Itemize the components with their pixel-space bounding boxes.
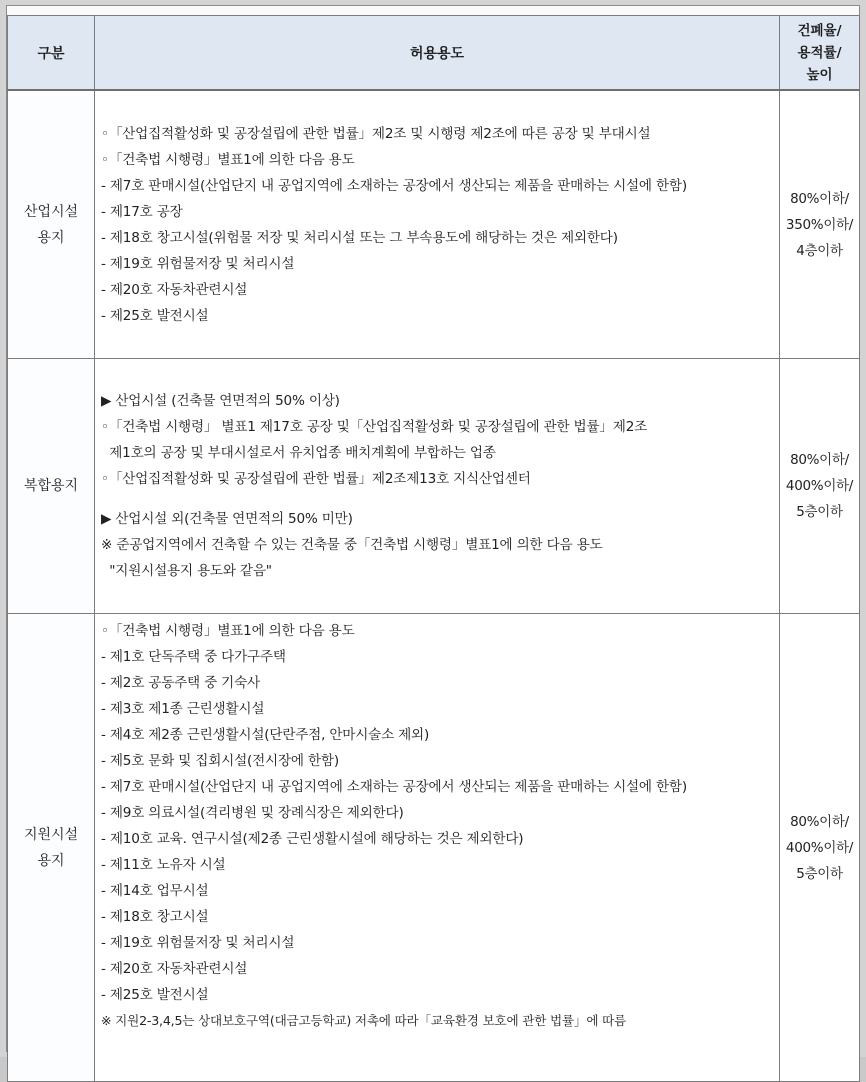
use-line: ※ 준공업지역에서 건축할 수 있는 건축물 중「건축법 시행령」별표1에 의한 다음 용도 [101,537,603,553]
use-line: - 제14호 업무시설 [101,883,209,899]
ratio-value: 350%이하/ [785,216,854,233]
category-cell [8,359,95,614]
table-row-support [8,614,860,1082]
use-line: - 제18호 창고시설 [101,909,209,925]
use-line: - 제18호 창고시설(위험물 저장 및 처리시설 또는 그 부속용도에 해당하는 것은 제외한다) [101,229,618,246]
use-line: - 제19호 위험물저장 및 처리시설 [101,935,295,951]
header-ratio-line: 건폐율/ [797,22,842,39]
use-line: - 제17호 공장 [101,203,183,220]
category-label: 지원시설 [23,826,79,843]
ratio-value: 5층이하 [796,865,843,882]
ratio-value: 80%이하/ [790,452,849,468]
use-line: - 제20호 자동차관련시설 [101,961,248,977]
header-coverage-far-height [780,16,860,91]
header-ratio-line: 용적률/ [797,44,842,61]
ratio-value: 5층이하 [796,504,843,520]
use-line: - 제25호 발전시설 [101,987,209,1003]
header-permitted-uses: 허용용도 [95,16,780,91]
category-label: 산업시설 [23,203,79,220]
ratio-value: 80%이하/ [790,190,849,207]
category-label: 복합용지 [23,478,79,494]
use-line: - 제4호 제2종 근린생활시설(단란주점, 안마시술소 제외) [101,727,430,743]
use-line: ▶ 산업시설 외(건축물 연면적의 50% 미만) [101,511,353,527]
spacer [101,492,779,506]
ratio-cell [780,614,860,1082]
uses-cell [95,359,780,614]
ratio-value: 400%이하/ [785,839,854,856]
category-cell [8,90,95,359]
use-line: - 제7호 판매시설(산업단지 내 공업지역에 소재하는 공장에서 생산되는 제품을 판매하는 시설에 한함) [101,779,687,795]
use-line: - 제10호 교육. 연구시설(제2종 근린생활시설에 해당하는 것은 제외한다) [101,831,524,847]
use-line: - 제1호 단독주택 중 다가구주택 [101,649,286,665]
use-line: - 제7호 판매시설(산업단지 내 공업지역에 소재하는 공장에서 생산되는 제품을 판매하는 시설에 한함) [101,177,687,194]
use-line: ◦「산업집적활성화 및 공장설립에 관한 법률」제2조제13호 지식산업센터 [101,471,531,487]
use-line: - 제5호 문화 및 집회시설(전시장에 한함) [101,753,339,769]
category-label: 용지 [37,229,65,246]
use-line: - 제11호 노유자 시설 [101,857,226,873]
use-line: - 제2호 공동주택 중 기숙사 [101,675,260,691]
category-cell [8,614,95,1082]
table-row-mixed [8,359,860,614]
use-line: ◦「건축법 시행령」 별표1 제17호 공장 및「산업집적활성화 및 공장설립에 관한 법률」제2조 [101,419,648,435]
uses-cell [95,90,780,359]
land-use-table [7,15,860,1082]
use-line: - 제3호 제1종 근린생활시설 [101,701,265,717]
ratio-value: 4층이하 [796,242,843,259]
use-line: ◦「건축법 시행령」별표1에 의한 다음 용도 [101,623,355,639]
use-line: ◦「건축법 시행령」별표1에 의한 다음 용도 [101,151,355,168]
ratio-value: 80%이하/ [790,813,849,830]
document-sheet [6,5,860,1052]
use-line: 제1호의 공장 및 부대시설로서 유치업종 배치계획에 부합하는 업종 [101,445,496,461]
use-line: ▶ 산업시설 (건축물 연면적의 50% 이상) [101,393,340,409]
use-line: ◦「산업집적활성화 및 공장설립에 관한 법률」제2조 및 시행령 제2조에 따른 공장 및 부대시설 [101,125,651,142]
category-label: 용지 [37,852,65,869]
use-line: "지원시설용지 용도와 같음" [101,563,272,579]
header-ratio-line: 높이 [806,66,833,83]
table-row-industrial [8,90,860,359]
ratio-cell [780,90,860,359]
use-line: - 제25호 발전시설 [101,307,209,324]
use-line: - 제20호 자동차관련시설 [101,281,248,298]
ratio-cell [780,359,860,614]
footnote: ※ 지원2-3,4,5는 상대보호구역(대금고등학교) 저촉에 따라「교육환경 보호에 관한 법률」에 따름 [101,1013,627,1028]
uses-cell [95,614,780,1082]
use-line: - 제9호 의료시설(격리병원 및 장례식장은 제외한다) [101,805,404,821]
ratio-value: 400%이하/ [785,478,854,494]
header-category: 구분 [8,16,95,91]
use-line: - 제19호 위험물저장 및 처리시설 [101,255,295,272]
table-header-row [8,16,860,91]
